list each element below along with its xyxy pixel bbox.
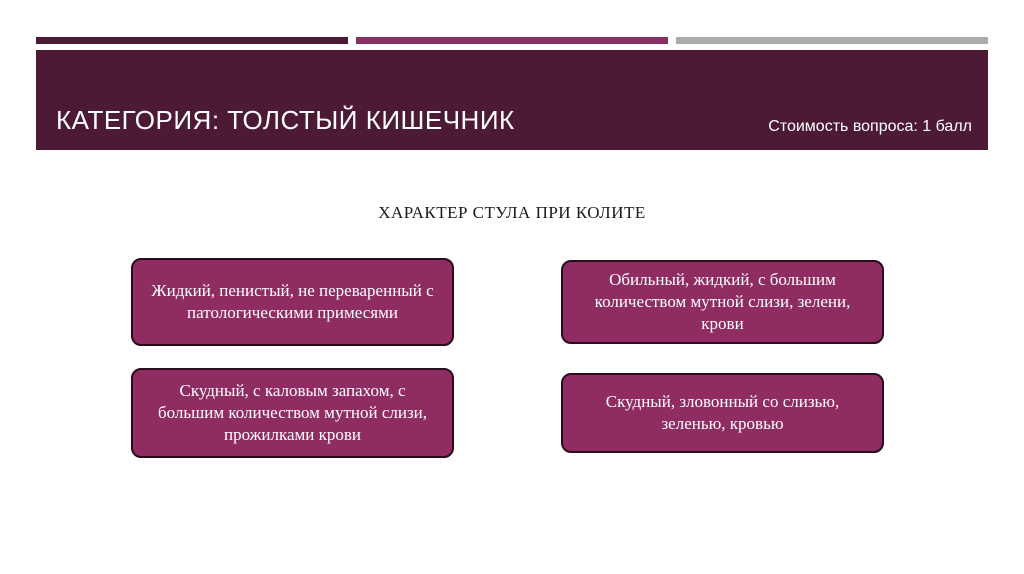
top-stripe-gray — [676, 37, 988, 44]
category-title: КАТЕГОРИЯ: ТОЛСТЫЙ КИШЕЧНИК — [56, 105, 515, 135]
question-cost: Стоимость вопроса: 1 балл — [768, 118, 972, 135]
answer-option-1[interactable]: Жидкий, пенистый, не переваренный с патологическими примесями — [131, 258, 454, 346]
answer-option-3[interactable]: Скудный, с каловым запахом, с большим количеством мутной слизи, прожилками крови — [131, 368, 454, 458]
header-banner — [36, 50, 988, 150]
answer-option-2[interactable]: Обильный, жидкий, с большим количеством мутной слизи, зелени, крови — [561, 260, 884, 344]
question-text: ХАРАКТЕР СТУЛА ПРИ КОЛИТЕ — [378, 203, 646, 222]
answer-option-4[interactable]: Скудный, зловонный со слизью, зеленью, кровью — [561, 373, 884, 453]
top-stripe-dark — [36, 37, 348, 44]
top-stripe-magenta — [356, 37, 668, 44]
